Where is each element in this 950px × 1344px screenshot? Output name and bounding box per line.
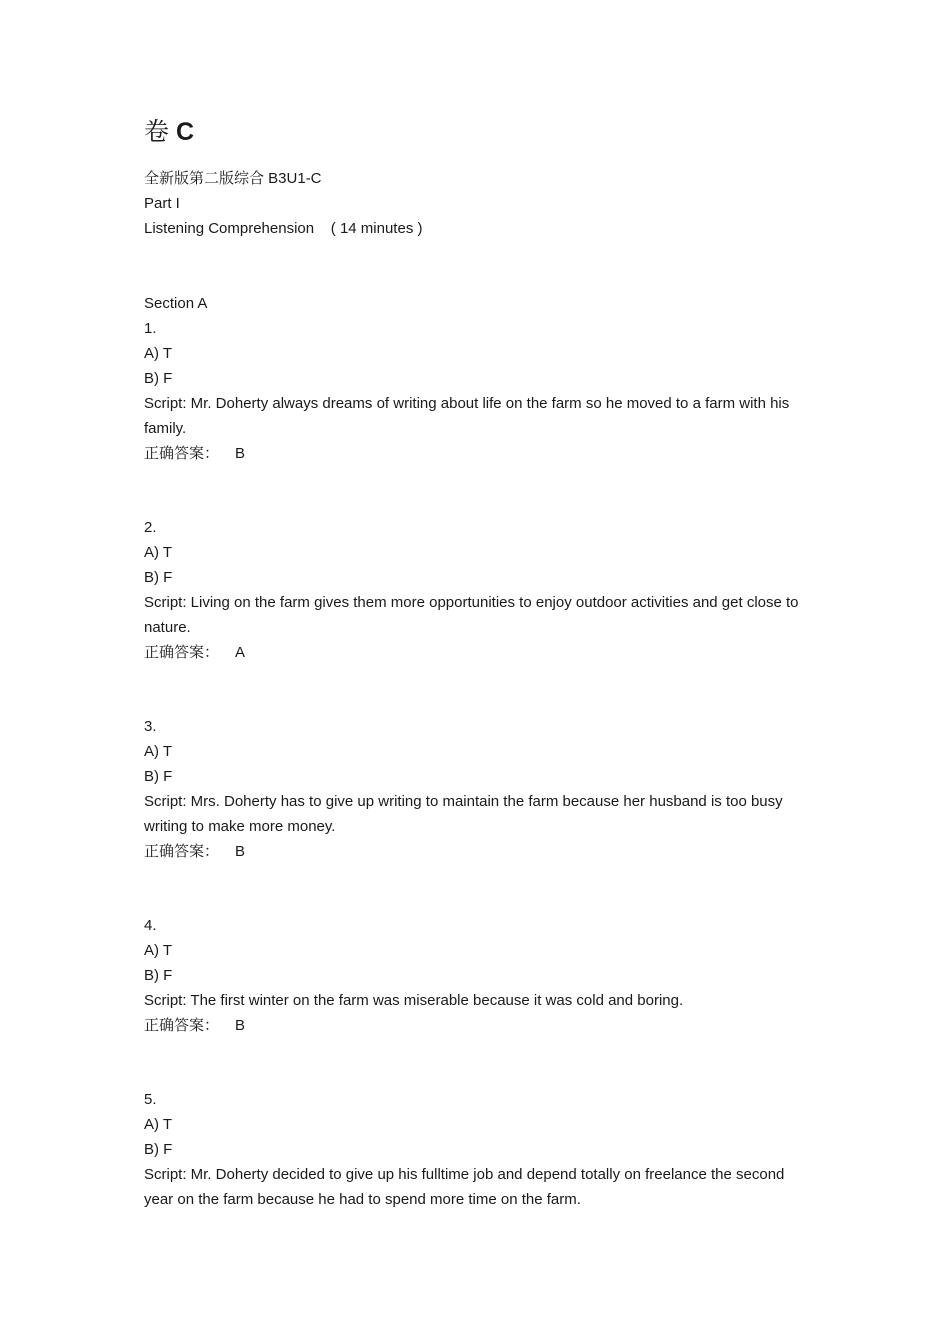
question-number: 2. (144, 519, 157, 536)
title-suffix: C (175, 118, 195, 146)
question-number: 4. (144, 917, 157, 934)
question-script: Script: Mr. Doherty always dreams of writing about life on the farm so he moved to a farm with his family. (144, 395, 790, 437)
option-a: A) T (144, 544, 173, 561)
answer-line (144, 1013, 245, 1038)
answer-label: 正确答案： (144, 843, 220, 860)
option-b: B) F (144, 768, 173, 785)
question-script: Script: Mrs. Doherty has to give up writing to maintain the farm because her husband is too busy writing to make more money. (144, 793, 783, 835)
question-number: 3. (144, 718, 157, 735)
listening-heading (144, 216, 422, 241)
answer-line (144, 839, 245, 864)
part-heading: Part I (144, 195, 180, 212)
answer-label: 正确答案： (144, 644, 220, 661)
answer-value: B (235, 445, 246, 462)
option-a: A) T (144, 942, 173, 959)
option-b: B) F (144, 967, 173, 984)
question-number: 1. (144, 320, 157, 337)
option-a: A) T (144, 743, 173, 760)
answer-label: 正确答案： (144, 445, 220, 462)
option-b: B) F (144, 370, 173, 387)
option-b: B) F (144, 1141, 173, 1158)
option-a: A) T (144, 1116, 173, 1133)
section-heading: Section A (144, 295, 208, 312)
answer-value: B (235, 1017, 246, 1034)
answer-value: B (235, 843, 246, 860)
option-a: A) T (144, 345, 173, 362)
document-title (144, 114, 194, 150)
answer-value: A (235, 644, 246, 661)
question-script: Script: Mr. Doherty decided to give up his fulltime job and depend totally on freelance the second year on the farm because he had to spend more time on the farm. (144, 1166, 785, 1208)
option-b: B) F (144, 569, 173, 586)
listening-time: ( 14 minutes ) (330, 220, 423, 237)
answer-line (144, 640, 245, 665)
document-subtitle: 全新版第二版综合 B3U1-C (144, 170, 322, 187)
question-script: Script: Living on the farm gives them more opportunities to enjoy outdoor activities and get close to nature. (144, 594, 799, 636)
question-number: 5. (144, 1091, 157, 1108)
answer-label: 正确答案： (144, 1017, 220, 1034)
question-script: Script: The first winter on the farm was miserable because it was cold and boring. (144, 992, 684, 1009)
answer-line (144, 441, 245, 466)
listening-label: Listening Comprehension (144, 220, 315, 237)
title-prefix: 卷 (144, 118, 170, 146)
